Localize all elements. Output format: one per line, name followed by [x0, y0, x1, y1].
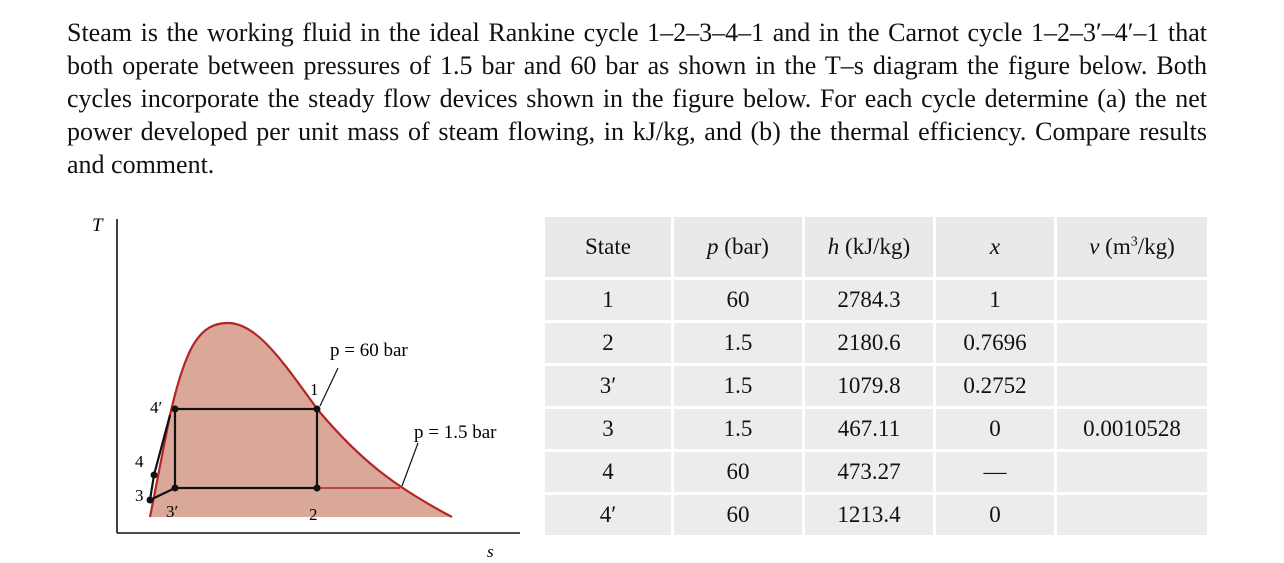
- cell-quality: 0.2752: [936, 366, 1054, 406]
- axis-label-s: s: [487, 542, 494, 561]
- cell-enthalpy: 467.11: [805, 409, 933, 449]
- cell-state: 4′: [545, 495, 671, 535]
- state-label-4p: 4′: [150, 398, 163, 417]
- col-header-state: State: [545, 217, 671, 277]
- label-p-60: p = 60 bar: [330, 340, 408, 361]
- state-label-4: 4: [135, 452, 144, 471]
- cell-pressure: 1.5: [674, 323, 802, 363]
- cell-pressure: 1.5: [674, 409, 802, 449]
- cell-pressure: 60: [674, 495, 802, 535]
- leader-p-low: [402, 443, 418, 486]
- cell-state: 3′: [545, 366, 671, 406]
- cell-state: 4: [545, 452, 671, 492]
- cell-state: 1: [545, 280, 671, 320]
- col-header-pressure: p (bar): [674, 217, 802, 277]
- state-point-3: [147, 497, 154, 504]
- table-row: [545, 409, 1207, 449]
- cell-state: 3: [545, 409, 671, 449]
- cell-quality: —: [936, 452, 1054, 492]
- cell-pressure: 1.5: [674, 366, 802, 406]
- table-row: [545, 495, 1207, 535]
- state-point-2: [314, 485, 321, 492]
- table-row: [545, 323, 1207, 363]
- cell-specific-volume: [1057, 495, 1207, 535]
- axis-label-t: T: [92, 215, 103, 236]
- cell-quality: 1: [936, 280, 1054, 320]
- col-header-specific-volume: v $(m^3/kg)$: [1057, 217, 1207, 277]
- cell-enthalpy: 473.27: [805, 452, 933, 492]
- state-label-3p: 3′: [166, 502, 179, 521]
- cell-specific-volume: [1057, 323, 1207, 363]
- cell-enthalpy: 2180.6: [805, 323, 933, 363]
- cell-specific-volume: [1057, 280, 1207, 320]
- label-p-1.5: p = 1.5 bar: [414, 422, 497, 443]
- cell-pressure: 60: [674, 280, 802, 320]
- cell-state: 2: [545, 323, 671, 363]
- leader-p-high: [320, 368, 338, 406]
- state-point-1: [314, 406, 321, 413]
- cell-enthalpy: 1079.8: [805, 366, 933, 406]
- state-properties-table: [542, 214, 1210, 538]
- cell-specific-volume: [1057, 366, 1207, 406]
- ts-diagram: [0, 205, 540, 563]
- col-header-quality: x: [936, 217, 1054, 277]
- cell-enthalpy: 1213.4: [805, 495, 933, 535]
- state-label-1: 1: [310, 380, 319, 399]
- table-row: [545, 280, 1207, 320]
- problem-statement: Steam is the working fluid in the ideal Rankine cycle 1–2–3–4–1 and in the Carnot cycle 1–2–3′–4′–1 that both operate between pressures of 1.5 bar and 60 bar as shown in the T–s diagram the figure below. Both cycles incorporate the steady flow devices shown in the figure below. For each cycle determine (a) the net power developed per unit mass of steam flowing, in kJ/kg, and (b) the thermal efficiency. Compare results and comment.: [67, 18, 1207, 179]
- cell-specific-volume: 0.0010528: [1057, 409, 1207, 449]
- cell-pressure: 60: [674, 452, 802, 492]
- state-label-2: 2: [309, 505, 318, 524]
- state-label-3: 3: [135, 486, 144, 505]
- table-header-row: [545, 217, 1207, 277]
- col-header-enthalpy: h (kJ/kg): [805, 217, 933, 277]
- state-point-4: [151, 472, 158, 479]
- cell-quality: 0: [936, 495, 1054, 535]
- cell-quality: 0: [936, 409, 1054, 449]
- table-row: [545, 452, 1207, 492]
- cell-specific-volume: [1057, 452, 1207, 492]
- state-point-3p: [172, 485, 179, 492]
- state-point-4p: [172, 406, 179, 413]
- cell-quality: 0.7696: [936, 323, 1054, 363]
- table-row: [545, 366, 1207, 406]
- cell-enthalpy: 2784.3: [805, 280, 933, 320]
